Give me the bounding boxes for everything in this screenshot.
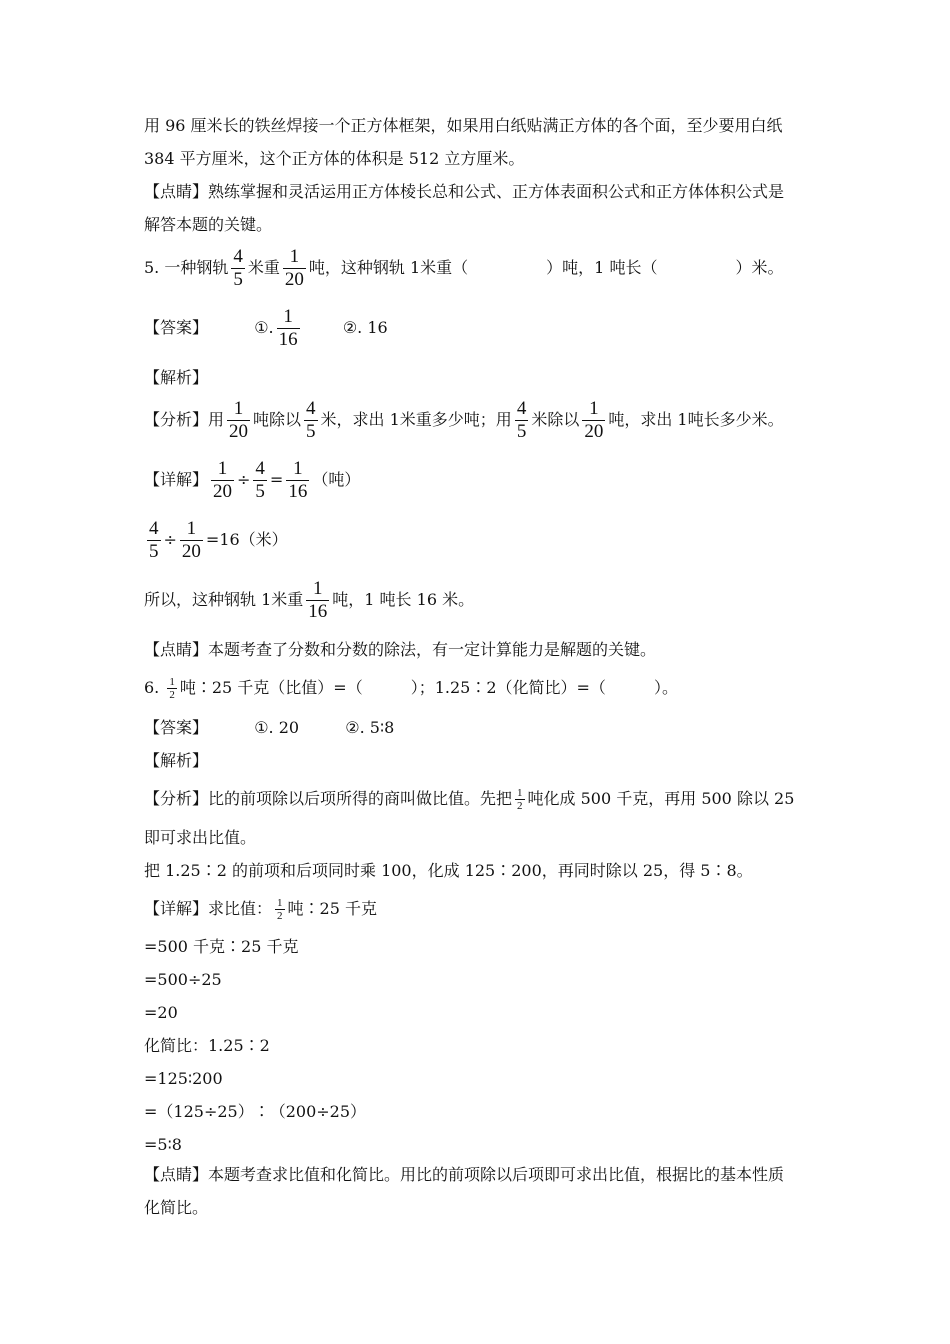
q6-question: 6. $\frac{1}{2}$ 吨∶25 千克（比值）=（ ）；1.25∶2（化简比）=（ ）。 <box>144 676 678 701</box>
prev-solution-line-1: 用 96 厘米长的铁丝焊接一个正方体框架，如果用白纸贴满正方体的各个面，至少要用白纸 <box>144 116 783 135</box>
q5-dianjing: 【点睛】本题考查了分数和分数的除法，有一定计算能力是解题的关键。 <box>144 640 657 659</box>
q6-jiexi-label: 【解析】 <box>144 751 209 770</box>
q5-detail-line-2: $\frac{4}{5}$ ÷ $\frac{1}{20}$ =16（米） <box>149 518 288 562</box>
q6-detail-line-1: 【详解】求比值： $\frac{1}{2}$ 吨∶25 千克 <box>144 897 377 922</box>
fraction: $\frac{1}{16}$ <box>308 578 328 622</box>
fraction: $\frac{1}{2}$ <box>277 897 283 922</box>
q6-dianjing-line-1: 【点睛】本题考查求比值和化简比。用比的前项除以后项即可求出比值，根据比的基本性质 <box>144 1165 785 1184</box>
q6-analysis-line-1: 【分析】比的前项除以后项所得的商叫做比值。先把 $\frac{1}{2}$ 吨化成 500 千克，再用 500 除以 25 <box>144 787 795 812</box>
q5-question: 5. 一种钢轨 $\frac{4}{5}$ 米重 $\frac{1}{20}$ 吨，这种钢轨 1米重（ ）吨，1 吨长（ ）米。 <box>144 246 784 290</box>
q5-answer: 【答案】 ①. $\frac{1}{16}$ ②. 16 <box>144 306 388 350</box>
fraction: $\frac{1}{20}$ <box>284 246 304 290</box>
fraction: $\frac{1}{20}$ <box>213 458 233 502</box>
q5-detail-line-1: 【详解】 $\frac{1}{20}$ ÷ $\frac{4}{5}$ = $\frac{1}{16}$ （吨） <box>144 458 361 502</box>
prev-solution-line-2: 384 平方厘米，这个正方体的体积是 512 立方厘米。 <box>144 149 525 168</box>
prev-dianjing-line-2: 解答本题的关键。 <box>144 215 273 234</box>
q6-step: =（125÷25）∶（200÷25） <box>144 1102 367 1121</box>
q6-dianjing-line-2: 化简比。 <box>144 1198 209 1217</box>
fraction: $\frac{4}{5}$ <box>255 458 265 502</box>
fraction: $\frac{4}{5}$ <box>306 398 316 442</box>
q6-step: =20 <box>144 1003 178 1022</box>
q5-analysis: 【分析】用 $\frac{1}{20}$ 吨除以 $\frac{4}{5}$ 米，求出 1米重多少吨；用 $\frac{4}{5}$ 米除以 $\frac{1}{20}$ 吨，求出 1吨长多少米。 <box>144 398 784 442</box>
fraction: $\frac{4}{5}$ <box>149 518 159 562</box>
fraction: $\frac{1}{20}$ <box>229 398 249 442</box>
q6-number: 6. <box>144 678 160 697</box>
q6-step: =500 千克∶25 千克 <box>144 937 299 956</box>
fraction: $\frac{1}{2}$ <box>517 787 523 812</box>
fraction: $\frac{1}{16}$ <box>288 458 308 502</box>
q5-jiexi-label: 【解析】 <box>144 368 209 387</box>
q6-answer: 【答案】 ①. 20 ②. 5∶8 <box>144 718 395 737</box>
prev-dianjing-line-1: 【点睛】熟练掌握和灵活运用正方体棱长总和公式、正方体表面积公式和正方体体积公式是 <box>144 182 785 201</box>
q6-analysis-line-2: 即可求出比值。 <box>144 828 257 847</box>
fraction: $\frac{1}{2}$ <box>169 676 175 701</box>
q5-conclusion: 所以，这种钢轨 1米重 $\frac{1}{16}$ 吨，1 吨长 16 米。 <box>144 578 475 622</box>
q5-number: 5. <box>144 258 160 277</box>
fraction: $\frac{1}{20}$ <box>181 518 201 562</box>
q6-step: =125∶200 <box>144 1069 223 1088</box>
fraction: $\frac{4}{5}$ <box>233 246 243 290</box>
fraction: $\frac{1}{16}$ <box>278 306 298 350</box>
fraction: $\frac{4}{5}$ <box>516 398 527 442</box>
q6-step: =500÷25 <box>144 970 222 989</box>
q6-analysis-line-3: 把 1.25∶2 的前项和后项同时乘 100，化成 125∶200，再同时除以 25，得 5∶8。 <box>144 861 753 880</box>
q6-step: 化简比：1.25∶2 <box>144 1036 270 1055</box>
fraction: $\frac{1}{20}$ <box>584 398 604 442</box>
q6-step: =5∶8 <box>144 1135 182 1154</box>
